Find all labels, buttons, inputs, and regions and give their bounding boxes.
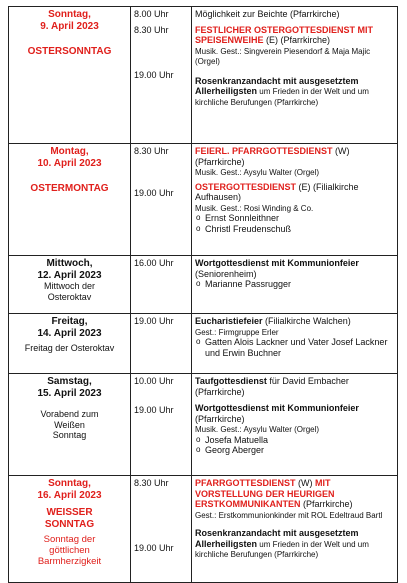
event-cell xyxy=(192,314,398,374)
table-row xyxy=(9,144,398,256)
event-title: FEIERL. PFARRGOTTESDIENST xyxy=(195,146,333,156)
event-title: Taufgottesdienst xyxy=(195,376,267,386)
table-row xyxy=(9,7,398,144)
event-location: (E) (Pfarrkirche) xyxy=(263,35,331,45)
event-entry xyxy=(195,76,395,108)
event-text: Möglichkeit zur Beichte (Pfarrkirche) xyxy=(195,9,340,19)
event-entry xyxy=(195,403,395,456)
schedule-table xyxy=(8,6,398,583)
day-cell xyxy=(9,314,131,374)
time-slot: 19.00 Uhr xyxy=(134,187,174,198)
event-title: OSTERGOTTESDIENST xyxy=(195,181,297,192)
event-cell xyxy=(192,374,398,476)
event-title: FESTLICHER OSTERGOTTESDIENST MIT SPEISENWEIHE xyxy=(195,24,374,45)
table-row xyxy=(9,314,398,374)
table-row xyxy=(9,256,398,314)
event-entry xyxy=(195,528,395,560)
day-cell xyxy=(9,256,131,314)
time-cell xyxy=(131,256,192,314)
event-location: für David Embacher (Pfarrkirche) xyxy=(195,376,349,397)
table-row xyxy=(9,374,398,476)
time-slot: 16.00 Uhr xyxy=(134,258,174,268)
event-music: Musik. Gest.: Aysylu Walter (Orgel) xyxy=(195,425,320,434)
table-row xyxy=(9,476,398,583)
time-cell xyxy=(131,314,192,374)
time-cell xyxy=(131,7,192,144)
event-location: um Frieden in der Welt und um kirchliche Berufungen (Pfarrkirche) xyxy=(195,87,369,107)
intention-item: o Christl Freudenschuß xyxy=(195,224,395,235)
day-date: 12. April 2023 xyxy=(37,269,102,281)
event-title: Eucharistiefeier xyxy=(195,316,263,326)
event-subtitle: MIT VORSTELLUNG DER HEURIGEN ERSTKOMMUNIKANTEN xyxy=(195,478,335,509)
time-cell xyxy=(131,374,192,476)
day-date: 9. April 2023 xyxy=(40,20,99,32)
day-name: Sonntag, xyxy=(48,9,91,20)
intention-item: o Josefa Matuella xyxy=(195,435,395,446)
time-slot: 10.00 Uhr xyxy=(134,376,174,386)
day-date: 15. April 2023 xyxy=(37,387,102,399)
day-cell xyxy=(9,374,131,476)
event-title: Wortgottesdienst mit Kommunionfeier xyxy=(195,403,359,413)
time-slot: 19.00 Uhr xyxy=(134,404,174,415)
event-cell xyxy=(192,144,398,256)
feast-name: OSTERMONTAG xyxy=(30,183,109,194)
event-music: Musik. Gest.: Singverein Piesendorf & Maja Majic (Orgel) xyxy=(195,46,371,66)
intention-item: o Gatten Alois Lackner und Vater Josef Lackner und Erwin Buchner xyxy=(195,337,395,358)
feast-name: OSTERSONNTAG xyxy=(27,46,112,57)
event-entry xyxy=(195,316,395,358)
intention-item: o Marianne Passrugger xyxy=(195,279,395,290)
event-entry xyxy=(195,182,395,235)
time-slot: 8.30 Uhr xyxy=(134,146,169,156)
event-location: (Filialkirche Walchen) xyxy=(262,316,351,326)
event-group: Gest.: Erstkommunionkinder mit ROL Edeltraud Bartl xyxy=(195,510,383,520)
event-group: Gest.: Firmgruppe Erler xyxy=(195,327,279,337)
event-rite: (W) xyxy=(295,478,316,488)
day-date: 10. April 2023 xyxy=(37,157,102,169)
event-location: (E) (Filialkirche Aufhausen) xyxy=(195,181,359,202)
day-name: Sonntag, xyxy=(48,478,91,489)
day-note: Mittwoch der Osteroktav xyxy=(43,281,96,302)
time-slot: 19.00 Uhr xyxy=(134,70,174,80)
day-name: Samstag, xyxy=(47,376,92,387)
event-title: Rosenkranzandacht mit ausgesetztem Allerheiligsten xyxy=(195,75,359,96)
day-cell xyxy=(9,144,131,256)
time-cell xyxy=(131,476,192,583)
event-entry xyxy=(195,25,395,67)
time-cell xyxy=(131,144,192,256)
time-slot: 19.00 Uhr xyxy=(134,316,174,326)
day-cell xyxy=(9,7,131,144)
event-music: Musik. Gest.: Aysylu Walter (Orgel) xyxy=(195,168,320,177)
event-location: (W) (Pfarrkirche) xyxy=(195,146,350,167)
time-slot: 8.30 Uhr xyxy=(134,478,169,488)
event-entry xyxy=(195,376,395,397)
event-title: Wortgottesdienst mit Kommunionfeier xyxy=(195,258,359,268)
day-date: 14. April 2023 xyxy=(37,327,102,339)
day-date: 16. April 2023 xyxy=(37,489,102,501)
event-location: (Seniorenheim) xyxy=(195,268,257,279)
day-name: Freitag, xyxy=(51,316,88,327)
time-slot: 19.00 Uhr xyxy=(134,542,174,553)
day-cell xyxy=(9,476,131,583)
event-title: PFARRGOTTESDIENST xyxy=(195,478,296,488)
schedule-sheet xyxy=(8,6,397,583)
day-note: Vorabend zum Weißen Sonntag xyxy=(40,409,99,440)
event-entry xyxy=(195,478,395,520)
event-location: (Pfarrkirche) xyxy=(195,413,245,424)
intention-item: o Ernst Sonnleithner xyxy=(195,213,395,224)
time-slot: 8.30 Uhr xyxy=(134,24,169,35)
event-music: Musik. Gest.: Rosi Winding & Co. xyxy=(195,203,314,213)
time-slot: 8.00 Uhr xyxy=(134,9,169,19)
event-location: um Frieden in der Welt und um kirchliche Berufungen (Pfarrkirche) xyxy=(195,539,369,559)
event-entry xyxy=(195,258,395,290)
event-location: (Pfarrkirche) xyxy=(300,499,353,509)
day-note: Freitag der Osteroktav xyxy=(24,343,115,353)
intention-item: o Georg Aberger xyxy=(195,445,395,456)
day-note: Sonntag der göttlichen Barmherzigkeit xyxy=(37,534,102,567)
feast-name: WEISSER SONNTAG xyxy=(44,507,95,530)
event-title: Rosenkranzandacht mit ausgesetztem Allerheiligsten xyxy=(195,528,359,549)
event-cell xyxy=(192,476,398,583)
event-cell xyxy=(192,7,398,144)
day-name: Mittwoch, xyxy=(46,258,93,269)
event-cell xyxy=(192,256,398,314)
event-entry xyxy=(195,9,395,20)
event-entry xyxy=(195,146,395,178)
day-name: Montag, xyxy=(50,146,89,157)
